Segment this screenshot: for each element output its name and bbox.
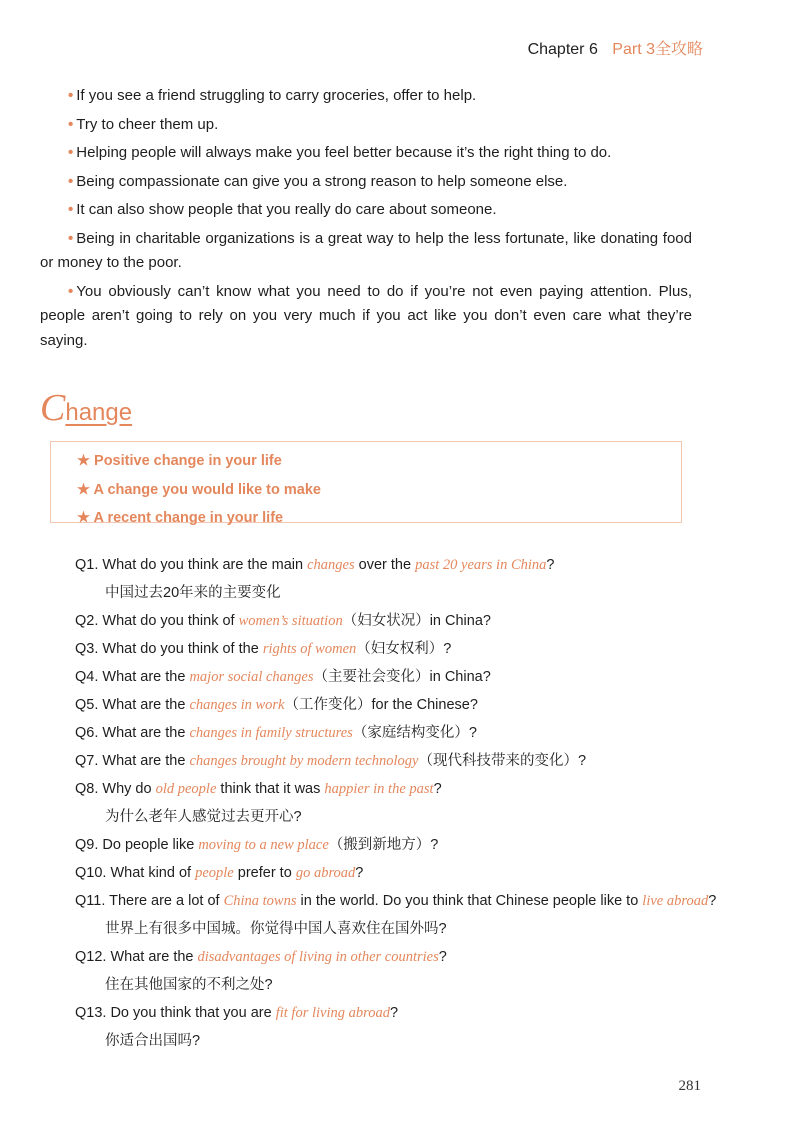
question-text: ?: [708, 893, 717, 909]
question-text: prefer to: [233, 865, 296, 881]
question-q7: [75, 747, 715, 775]
question-text: Q7. What are the: [75, 753, 190, 769]
question-q3: [75, 635, 715, 663]
question-text: Q6. What are the: [75, 725, 190, 741]
section-title-initial: C: [40, 387, 66, 429]
list-item: • If you see a friend struggling to carry groceries, offer to help.: [68, 87, 477, 104]
part-label: Part 3全攻略: [612, 41, 703, 58]
question-text: ?: [438, 949, 447, 965]
list-item: • You obviously can’t know what you need to do if you’re not even paying attention. Plus, people aren’t going to rely on you very much if you act like you don’t even care what they’re saying.: [40, 282, 692, 349]
question-text: （妇女权利）?: [356, 641, 452, 657]
keyword-highlight: changes: [307, 557, 355, 573]
question-q11-translation: 世界上有很多中国城。你觉得中国人喜欢住在国外吗?: [105, 921, 447, 937]
question-q11: [75, 887, 715, 915]
question-q6: [75, 719, 715, 747]
topic-item: ★ A change you would like to make: [77, 481, 321, 498]
question-q1-translation: 中国过去20年来的主要变化: [105, 585, 281, 601]
page-number: 281: [678, 1078, 701, 1094]
list-item: • Being in charitable organizations is a great way to help the less fortunate, like donating food or money to the poor.: [40, 229, 692, 271]
question-text: Q1. What do you think are the main: [75, 557, 308, 573]
question-text: ?: [433, 781, 442, 797]
keyword-highlight: go abroad: [295, 865, 356, 881]
question-text: Q9. Do people like: [75, 837, 199, 853]
bullet-dot-icon: •: [68, 144, 74, 161]
question-text: think that it was: [216, 781, 325, 797]
question-text: （主要社会变化）in China?: [313, 669, 491, 685]
question-text: （妇女状况）in China?: [342, 613, 491, 629]
question-q10: [75, 859, 715, 887]
chapter-label: Chapter 6: [527, 41, 598, 58]
question-q12-translation: 住在其他国家的不利之处?: [105, 977, 273, 993]
keyword-highlight: live abroad: [642, 893, 709, 909]
list-item: • Being compassionate can give you a strong reason to help someone else.: [68, 172, 568, 190]
keyword-highlight: women’s situation: [238, 613, 343, 629]
question-q12: [75, 943, 715, 971]
keyword-highlight: old people: [155, 781, 217, 797]
topic-item: ★ A recent change in your life: [77, 510, 284, 526]
question-text: Q12. What are the: [75, 949, 198, 965]
question-text: over the: [354, 557, 416, 573]
keyword-highlight: fit for living abroad: [275, 1005, 390, 1021]
bullet-dot-icon: •: [68, 87, 74, 104]
keyword-highlight: major social changes: [189, 669, 314, 685]
keyword-highlight: changes in work: [189, 697, 285, 713]
question-text: （工作变化）for the Chinese?: [284, 697, 478, 713]
keyword-highlight: China towns: [223, 893, 297, 909]
keyword-highlight: disadvantages of living in other countries: [197, 949, 439, 965]
question-q8: [75, 775, 715, 803]
keyword-highlight: past 20 years in China: [415, 557, 547, 573]
question-text: Q10. What kind of: [75, 865, 196, 881]
keyword-highlight: changes in family structures: [189, 725, 353, 741]
question-text: ?: [389, 1005, 399, 1021]
topic-item: ★ Positive change in your life: [77, 453, 282, 469]
bullet-dot-icon: •: [68, 201, 74, 218]
question-text: （家庭结构变化）?: [352, 725, 477, 741]
question-text: Q11. There are a lot of: [75, 893, 224, 909]
question-text: Q2. What do you think of: [75, 613, 239, 629]
bullet-dot-icon: •: [68, 172, 74, 190]
question-q13-translation: 你适合出国吗?: [105, 1033, 201, 1049]
question-q4: [75, 663, 715, 691]
question-text: Q5. What are the: [75, 697, 190, 713]
topic-box: [50, 441, 682, 526]
section-title: [40, 386, 132, 430]
question-text: Q4. What are the: [75, 669, 190, 685]
question-text: Q3. What do you think of the: [75, 641, 263, 657]
question-text: Q13. Do you think that you are: [75, 1005, 276, 1021]
question-list: [75, 551, 715, 1055]
keyword-highlight: happier in the past: [324, 781, 434, 797]
tips-list: [40, 84, 692, 357]
list-item: • Try to cheer them up.: [68, 115, 219, 133]
section-title-rest: hange: [65, 399, 133, 426]
question-text: ?: [355, 865, 364, 881]
list-item: • It can also show people that you really do care about someone.: [68, 201, 497, 218]
question-text: （现代科技带来的变化）?: [418, 753, 587, 769]
question-text: （搬到新地方）?: [328, 837, 439, 853]
bullet-dot-icon: •: [68, 282, 74, 300]
question-q1: [75, 551, 715, 579]
list-item: • Helping people will always make you feel better because it’s the right thing to do.: [68, 144, 612, 161]
question-q5: [75, 691, 715, 719]
question-q8-translation: 为什么老年人感觉过去更开心?: [105, 809, 302, 825]
keyword-highlight: rights of women: [262, 641, 357, 657]
question-q13: [75, 999, 715, 1027]
question-q9: [75, 831, 715, 859]
bullet-dot-icon: •: [68, 115, 74, 133]
keyword-highlight: moving to a new place: [198, 837, 329, 853]
question-q2: [75, 607, 715, 635]
keyword-highlight: changes brought by modern technology: [189, 753, 419, 769]
bullet-dot-icon: •: [68, 229, 74, 247]
running-header: [528, 36, 703, 59]
question-text: ?: [546, 557, 555, 573]
keyword-highlight: people: [195, 865, 234, 881]
question-text: Q8. Why do: [75, 781, 156, 797]
question-text: in the world. Do you think that Chinese people like to: [296, 893, 643, 909]
